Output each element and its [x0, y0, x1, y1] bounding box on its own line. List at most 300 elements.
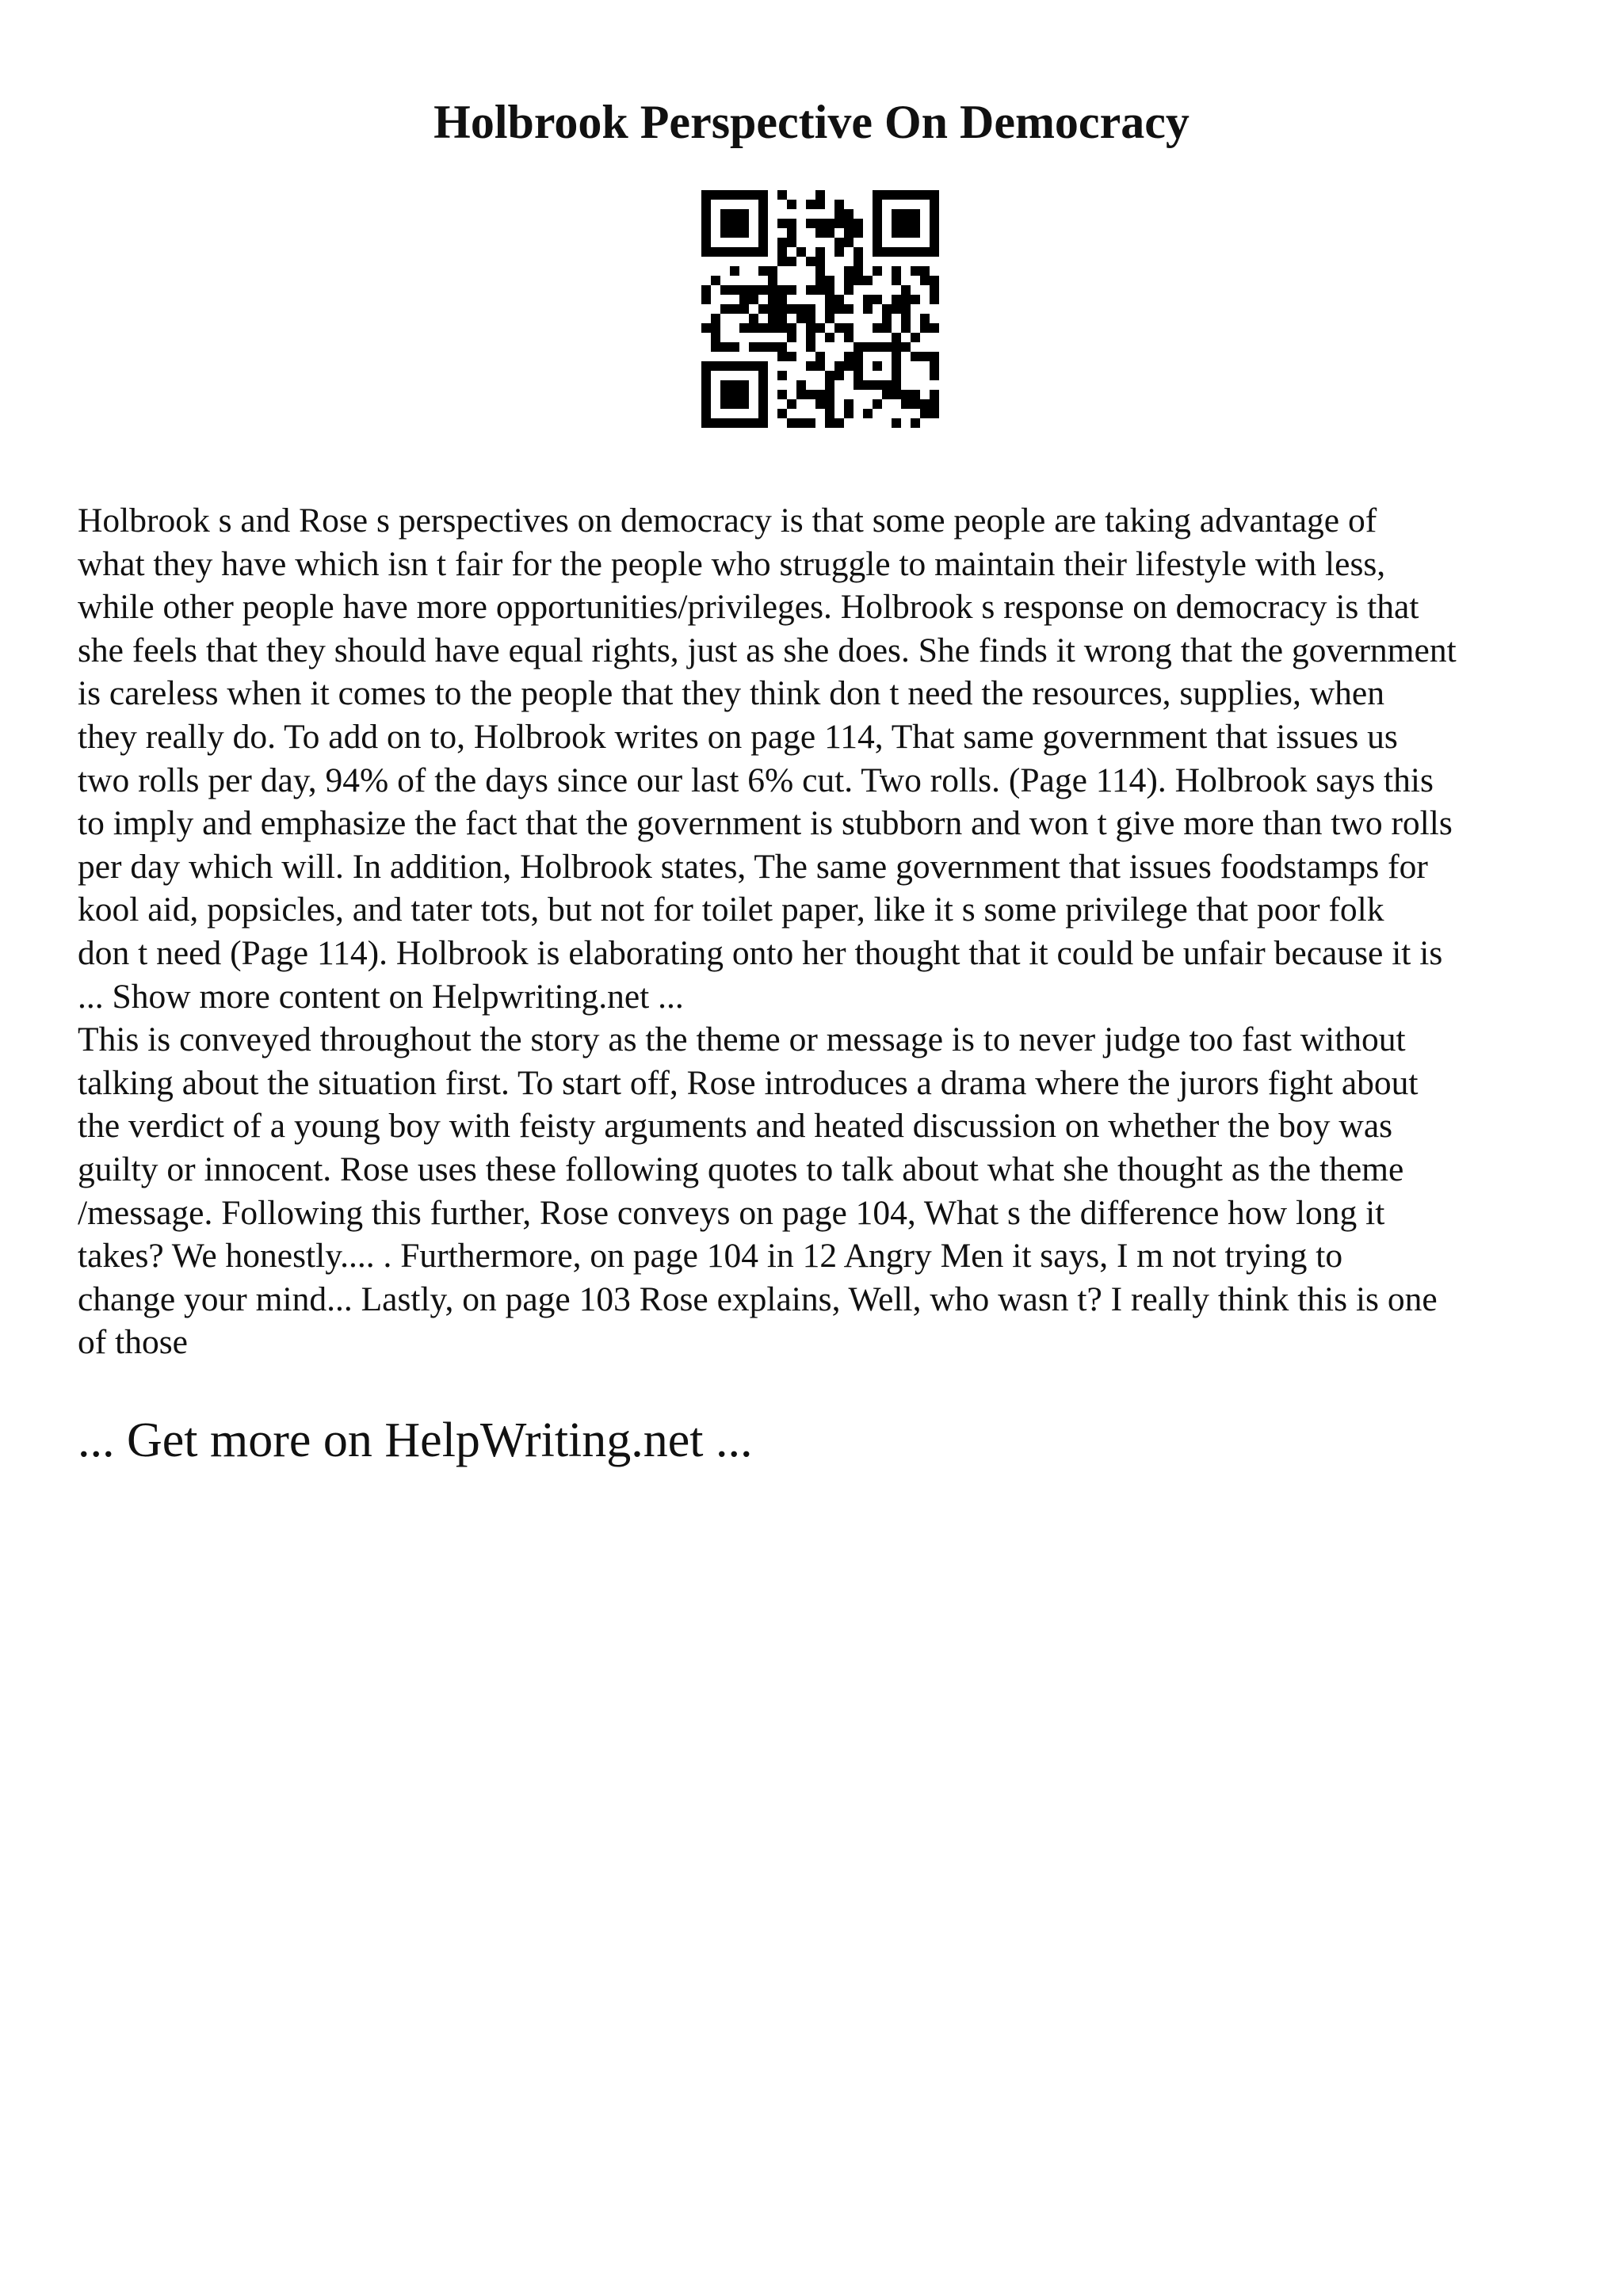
qr-module — [911, 228, 920, 238]
qr-module — [882, 190, 892, 200]
qr-module — [834, 219, 844, 228]
qr-module — [806, 285, 815, 295]
qr-module — [892, 371, 901, 380]
qr-module — [873, 323, 882, 333]
qr-module — [701, 371, 711, 380]
qr-module — [854, 371, 863, 380]
qr-module — [920, 247, 930, 257]
qr-module — [730, 247, 739, 257]
qr-module — [882, 342, 892, 352]
qr-module — [844, 399, 854, 409]
qr-module — [701, 295, 711, 304]
qr-module — [758, 209, 768, 219]
qr-module — [930, 371, 939, 380]
qr-module — [720, 247, 730, 257]
qr-module — [806, 200, 815, 209]
qr-module — [920, 314, 930, 323]
qr-module — [844, 361, 854, 371]
qr-module — [892, 266, 901, 276]
qr-module — [701, 238, 711, 247]
qr-module — [777, 257, 787, 266]
qr-module — [863, 409, 873, 418]
qr-module — [911, 418, 920, 428]
qr-module — [758, 371, 768, 380]
qr-module — [901, 399, 911, 409]
qr-module — [901, 285, 911, 295]
qr-module — [930, 295, 939, 304]
qr-module — [739, 304, 749, 314]
qr-module — [749, 361, 758, 371]
qr-module — [892, 228, 901, 238]
qr-module — [815, 390, 825, 399]
qr-module — [701, 200, 711, 209]
qr-module — [777, 295, 787, 304]
qr-module — [815, 257, 825, 266]
qr-module — [711, 323, 720, 333]
qr-module — [873, 247, 882, 257]
qr-module — [892, 190, 901, 200]
qr-module — [844, 266, 854, 276]
qr-module — [920, 323, 930, 333]
qr-module — [720, 209, 730, 219]
qr-module — [920, 276, 930, 285]
qr-module — [930, 390, 939, 399]
qr-module — [720, 418, 730, 428]
qr-module — [834, 209, 844, 219]
qr-module — [730, 209, 739, 219]
qr-module — [777, 352, 787, 361]
qr-module — [863, 295, 873, 304]
qr-module — [930, 361, 939, 371]
qr-module — [758, 380, 768, 390]
qr-module — [758, 219, 768, 228]
qr-module — [834, 247, 844, 257]
qr-module — [854, 228, 863, 238]
qr-module — [701, 361, 711, 371]
qr-module — [787, 418, 796, 428]
qr-module — [844, 409, 854, 418]
qr-module — [758, 399, 768, 409]
qr-module — [749, 342, 758, 352]
qr-module — [911, 295, 920, 304]
qr-module — [720, 285, 730, 295]
qr-module — [892, 361, 901, 371]
qr-module — [920, 266, 930, 276]
qr-module — [777, 409, 787, 418]
qr-module — [825, 333, 834, 342]
qr-module — [844, 209, 854, 219]
qr-module — [825, 409, 834, 418]
qr-module — [863, 276, 873, 285]
qr-module — [749, 247, 758, 257]
qr-module — [901, 228, 911, 238]
qr-module — [844, 352, 854, 361]
qr-module — [911, 399, 920, 409]
qr-module — [730, 304, 739, 314]
qr-module — [901, 314, 911, 323]
qr-module — [758, 285, 768, 295]
qr-module — [834, 418, 844, 428]
qr-module — [739, 247, 749, 257]
qr-module — [930, 323, 939, 333]
qr-module — [901, 390, 911, 399]
qr-module — [825, 380, 834, 390]
qr-module — [758, 247, 768, 257]
qr-module — [749, 190, 758, 200]
qr-module — [844, 228, 854, 238]
qr-module — [796, 418, 806, 428]
qr-module — [920, 352, 930, 361]
qr-module — [777, 342, 787, 352]
qr-module — [739, 295, 749, 304]
qr-module — [720, 342, 730, 352]
qr-module — [720, 228, 730, 238]
qr-module — [892, 209, 901, 219]
qr-module — [815, 361, 825, 371]
qr-module — [901, 209, 911, 219]
qr-module — [758, 342, 768, 352]
qr-module — [815, 285, 825, 295]
qr-module — [730, 418, 739, 428]
qr-module — [844, 276, 854, 285]
qr-module — [844, 323, 854, 333]
qr-module — [815, 266, 825, 276]
qr-module — [882, 314, 892, 323]
qr-code-icon — [701, 190, 939, 428]
qr-module — [815, 323, 825, 333]
qr-module — [834, 323, 844, 333]
qr-module — [730, 342, 739, 352]
qr-module — [758, 418, 768, 428]
qr-module — [892, 247, 901, 257]
qr-module — [787, 399, 796, 409]
qr-module — [901, 190, 911, 200]
qr-module — [787, 200, 796, 209]
qr-module — [825, 228, 834, 238]
qr-module — [873, 361, 882, 371]
qr-module — [711, 314, 720, 323]
qr-module — [901, 295, 911, 304]
qr-module — [711, 276, 720, 285]
qr-module — [758, 200, 768, 209]
qr-module — [834, 295, 844, 304]
qr-module — [834, 200, 844, 209]
qr-module — [873, 342, 882, 352]
qr-module — [711, 342, 720, 352]
qr-module — [873, 399, 882, 409]
qr-module — [730, 219, 739, 228]
qr-module — [815, 399, 825, 409]
qr-module — [834, 304, 844, 314]
qr-module — [825, 304, 834, 314]
qr-module — [730, 380, 739, 390]
qr-module — [730, 228, 739, 238]
qr-module — [758, 190, 768, 200]
qr-module — [911, 266, 920, 276]
qr-module — [854, 276, 863, 285]
qr-module — [806, 333, 815, 342]
qr-module — [930, 200, 939, 209]
qr-module — [806, 342, 815, 352]
qr-module — [739, 380, 749, 390]
qr-module — [701, 390, 711, 399]
qr-module — [739, 399, 749, 409]
qr-module — [930, 219, 939, 228]
qr-module — [892, 342, 901, 352]
qr-module — [844, 219, 854, 228]
qr-module — [930, 247, 939, 257]
qr-module — [749, 418, 758, 428]
qr-module — [825, 219, 834, 228]
qr-module — [787, 333, 796, 342]
qr-module — [873, 266, 882, 276]
qr-module — [930, 209, 939, 219]
qr-module — [768, 285, 777, 295]
qr-module — [920, 409, 930, 418]
qr-module — [730, 190, 739, 200]
qr-module — [844, 304, 854, 314]
qr-module — [701, 190, 711, 200]
qr-module — [701, 418, 711, 428]
qr-module — [787, 219, 796, 228]
qr-module — [739, 219, 749, 228]
qr-module — [892, 418, 901, 428]
qr-module — [806, 361, 815, 371]
qr-module — [930, 228, 939, 238]
qr-module — [720, 380, 730, 390]
qr-module — [911, 247, 920, 257]
qr-module — [873, 238, 882, 247]
qr-module — [854, 247, 863, 257]
qr-module — [739, 285, 749, 295]
qr-module — [825, 276, 834, 285]
article-body — [78, 499, 1560, 1364]
qr-module — [844, 333, 854, 342]
qr-module — [901, 323, 911, 333]
qr-module — [701, 219, 711, 228]
qr-module — [749, 323, 758, 333]
qr-module — [787, 304, 796, 314]
qr-module — [787, 352, 796, 361]
qr-module — [720, 361, 730, 371]
qr-module — [777, 371, 787, 380]
qr-module — [777, 390, 787, 399]
qr-module — [882, 390, 892, 399]
qr-module — [815, 228, 825, 238]
qr-module — [711, 333, 720, 342]
qr-module — [854, 380, 863, 390]
qr-module — [777, 247, 787, 257]
qr-module — [787, 228, 796, 238]
qr-module — [815, 200, 825, 209]
qr-module — [825, 314, 834, 323]
qr-module — [911, 333, 920, 342]
qr-module — [701, 323, 711, 333]
qr-module — [711, 247, 720, 257]
qr-module — [930, 352, 939, 361]
qr-code-graphic — [701, 190, 939, 428]
qr-module — [901, 304, 911, 314]
qr-module — [901, 342, 911, 352]
qr-module — [825, 418, 834, 428]
qr-module — [796, 380, 806, 390]
qr-module — [892, 380, 901, 390]
qr-module — [758, 238, 768, 247]
qr-module — [815, 247, 825, 257]
qr-module — [749, 285, 758, 295]
get-more-link[interactable]: ... Get more on HelpWriting.net ... — [78, 1413, 753, 1467]
qr-module — [768, 266, 777, 276]
qr-module — [882, 304, 892, 314]
qr-module — [911, 352, 920, 361]
qr-module — [749, 295, 758, 304]
qr-module — [796, 314, 806, 323]
qr-module — [920, 190, 930, 200]
qr-module — [777, 219, 787, 228]
qr-module — [768, 342, 777, 352]
qr-module — [825, 371, 834, 380]
qr-module — [873, 219, 882, 228]
qr-module — [768, 314, 777, 323]
paragraph-1: Holbrook s and Rose s perspectives on democracy is that some people are taking advantage of what they have which isn t fair for the people who struggle to maintain their lifestyle with less, while other people have more opportunities/privileges. Holbrook s response on democracy is that she feels that they should have equal rights, just as she does. She finds it wrong that the government is careless when it comes to the people that they think don t need the resources, supplies, when they really do. To add on to, Holbrook writes on page 114, That same government that issues us two rolls per day, 94% of the days since our last 6% cut. Two rolls. (Page 114). Holbrook says this to imply and emphasize the fact that the government is stubborn and won t give more than two rolls per day which will. In addition, Holbrook states, The same government that issues foodstamps for kool aid, popsicles, and tater tots, but not for toilet paper, like it s some privilege that poor folk don t need (Page 114). Holbrook is elaborating onto her thought that it could be unfair because it is ... Show more content on Helpwriting.net ... — [78, 502, 1457, 1016]
qr-module — [844, 238, 854, 247]
qr-module — [758, 409, 768, 418]
qr-module — [834, 371, 844, 380]
qr-module — [730, 390, 739, 399]
qr-module — [796, 304, 806, 314]
qr-module — [758, 266, 768, 276]
qr-module — [730, 399, 739, 409]
qr-module — [892, 276, 901, 285]
qr-module — [730, 285, 739, 295]
qr-module — [844, 285, 854, 295]
qr-module — [873, 228, 882, 238]
qr-module — [825, 285, 834, 295]
paragraph-2: This is conveyed throughout the story as the theme or message is to never judge too fast without talking about the situation first. To start off, Rose introduces a drama where the jurors fight about the verdict of a young boy with feisty arguments and heated discussion on whether the boy was guilty or innocent. Rose uses these following quotes to talk about what she thought as the theme /message. Following this further, Rose conveys on page 104, What s the difference how long it takes? We honestly.... . Furthermore, on page 104 in 12 Angry Men it says, I m not trying to change your mind... Lastly, on page 103 Rose explains, Well, who wasn t? I really think this is one of those — [78, 1020, 1438, 1362]
qr-module — [815, 276, 825, 285]
qr-module — [806, 219, 815, 228]
qr-module — [739, 361, 749, 371]
qr-module — [777, 190, 787, 200]
qr-module — [911, 209, 920, 219]
qr-module — [758, 361, 768, 371]
qr-module — [777, 238, 787, 247]
qr-module — [882, 323, 892, 333]
qr-module — [701, 209, 711, 219]
qr-module — [720, 390, 730, 399]
qr-module — [777, 323, 787, 333]
qr-module — [911, 190, 920, 200]
qr-module — [701, 247, 711, 257]
qr-module — [834, 238, 844, 247]
qr-module — [730, 266, 739, 276]
qr-module — [777, 304, 787, 314]
qr-module — [882, 380, 892, 390]
qr-module — [892, 333, 901, 342]
qr-module — [863, 304, 873, 314]
qr-module — [739, 190, 749, 200]
qr-module — [901, 219, 911, 228]
qr-module — [711, 190, 720, 200]
qr-module — [787, 323, 796, 333]
qr-module — [749, 314, 758, 323]
qr-module — [796, 390, 806, 399]
qr-module — [854, 352, 863, 361]
qr-module — [892, 295, 901, 304]
qr-module — [768, 323, 777, 333]
qr-module — [806, 257, 815, 266]
qr-module — [815, 219, 825, 228]
qr-module — [701, 285, 711, 295]
qr-module — [873, 295, 882, 304]
qr-module — [739, 228, 749, 238]
qr-module — [815, 190, 825, 200]
qr-module — [911, 219, 920, 228]
qr-module — [873, 200, 882, 209]
qr-module — [825, 399, 834, 409]
qr-module — [701, 228, 711, 238]
qr-module — [873, 190, 882, 200]
qr-module — [834, 361, 844, 371]
qr-module — [806, 314, 815, 323]
qr-module — [825, 295, 834, 304]
qr-module — [720, 304, 730, 314]
qr-module — [873, 380, 882, 390]
qr-module — [701, 399, 711, 409]
qr-module — [720, 190, 730, 200]
qr-module — [815, 352, 825, 361]
qr-module — [711, 361, 720, 371]
qr-module — [768, 276, 777, 285]
qr-module — [854, 266, 863, 276]
page-title: Holbrook Perspective On Democracy — [433, 96, 1190, 148]
qr-module — [901, 247, 911, 257]
qr-module — [930, 285, 939, 295]
qr-module — [758, 390, 768, 399]
qr-module — [720, 219, 730, 228]
qr-module — [920, 399, 930, 409]
qr-module — [863, 342, 873, 352]
qr-module — [892, 304, 901, 314]
qr-module — [777, 314, 787, 323]
qr-module — [854, 219, 863, 228]
qr-module — [930, 238, 939, 247]
qr-module — [720, 399, 730, 409]
qr-module — [796, 247, 806, 257]
qr-module — [758, 228, 768, 238]
qr-module — [768, 304, 777, 314]
qr-module — [806, 418, 815, 428]
qr-module — [806, 323, 815, 333]
qr-module — [806, 390, 815, 399]
qr-module — [711, 418, 720, 428]
qr-module — [787, 285, 796, 295]
qr-module — [892, 352, 901, 361]
qr-module — [787, 257, 796, 266]
qr-module — [863, 380, 873, 390]
qr-module — [739, 323, 749, 333]
qr-module — [730, 361, 739, 371]
qr-module — [930, 409, 939, 418]
qr-module — [739, 418, 749, 428]
qr-module — [911, 390, 920, 399]
qr-module — [892, 219, 901, 228]
qr-module — [806, 304, 815, 314]
qr-module — [854, 257, 863, 266]
qr-module — [787, 238, 796, 247]
qr-module — [758, 323, 768, 333]
qr-module — [930, 190, 939, 200]
